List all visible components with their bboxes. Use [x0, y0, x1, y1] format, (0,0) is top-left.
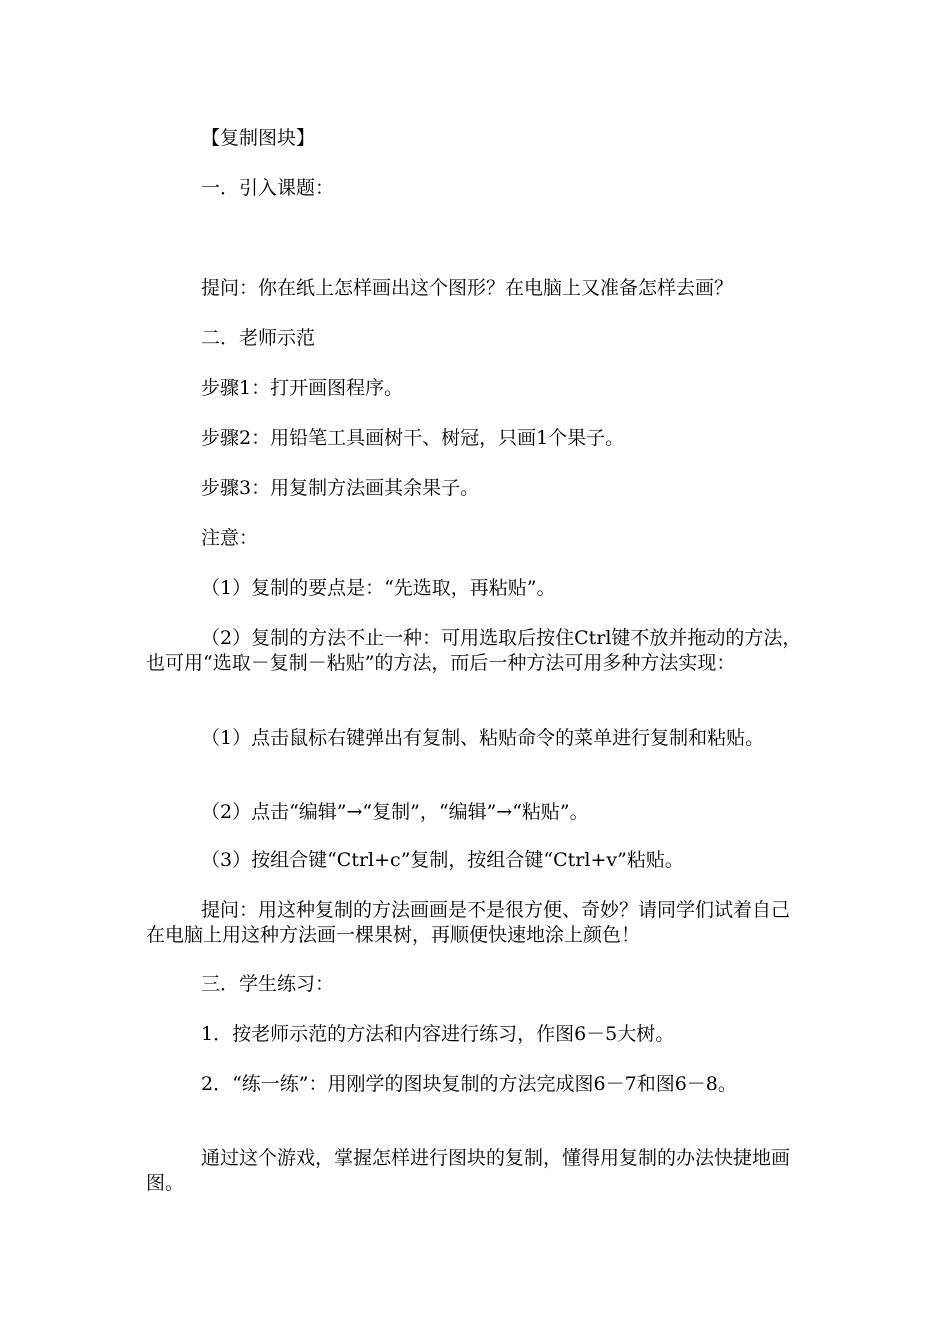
exercise-2: 2．“练一练”：用刚学的图块复制的方法完成图6－7和图6－8。 — [201, 1073, 737, 1095]
section-practice-heading: 三．学生练习： — [201, 973, 335, 995]
exercise-1: 1．按老师示范的方法和内容进行练习，作图6－5大树。 — [201, 1023, 675, 1045]
step-3: 步骤3：用复制方法画其余果子。 — [201, 477, 480, 499]
summary: 通过这个游戏，掌握怎样进行图块的复制，懂得用复制的办法快捷地画图。 — [146, 1147, 791, 1194]
note-1: （1）复制的要点是：“先选取，再粘贴”。 — [201, 577, 556, 599]
section-intro-heading: 一．引入课题： — [201, 177, 335, 199]
section-demo-heading: 二．老师示范 — [201, 327, 316, 349]
step-1: 步骤1：打开画图程序。 — [201, 377, 404, 399]
demo-question: 提问：用这种复制的方法画画是不是很方便、奇妙？请同学们试着自己在电脑上用这种方法画一棵果树，再顺便快速地涂上颜色！ — [146, 899, 791, 946]
intro-question: 提问：你在纸上怎样画出这个图形？在电脑上又准备怎样去画？ — [201, 277, 734, 299]
note-2: （2）复制的方法不止一种：可用选取后按住Ctrl键不放并拖动的方法，也可用“选取－复制－粘贴”的方法，而后一种方法可用多种方法实现： — [146, 627, 802, 674]
method-3: （3）按组合键“Ctrl+c”复制，按组合键“Ctrl+v”粘贴。 — [201, 849, 684, 871]
step-2: 步骤2：用铅笔工具画树干、树冠，只画1个果子。 — [201, 427, 625, 449]
doc-title: 【复制图块】 — [201, 127, 316, 149]
method-2: （2）点击“编辑”→“复制”，“编辑”→“粘贴”。 — [201, 801, 589, 823]
method-1: （1）点击鼠标右键弹出有复制、粘贴命令的菜单进行复制和粘贴。 — [201, 727, 765, 749]
note-heading: 注意： — [201, 527, 259, 549]
